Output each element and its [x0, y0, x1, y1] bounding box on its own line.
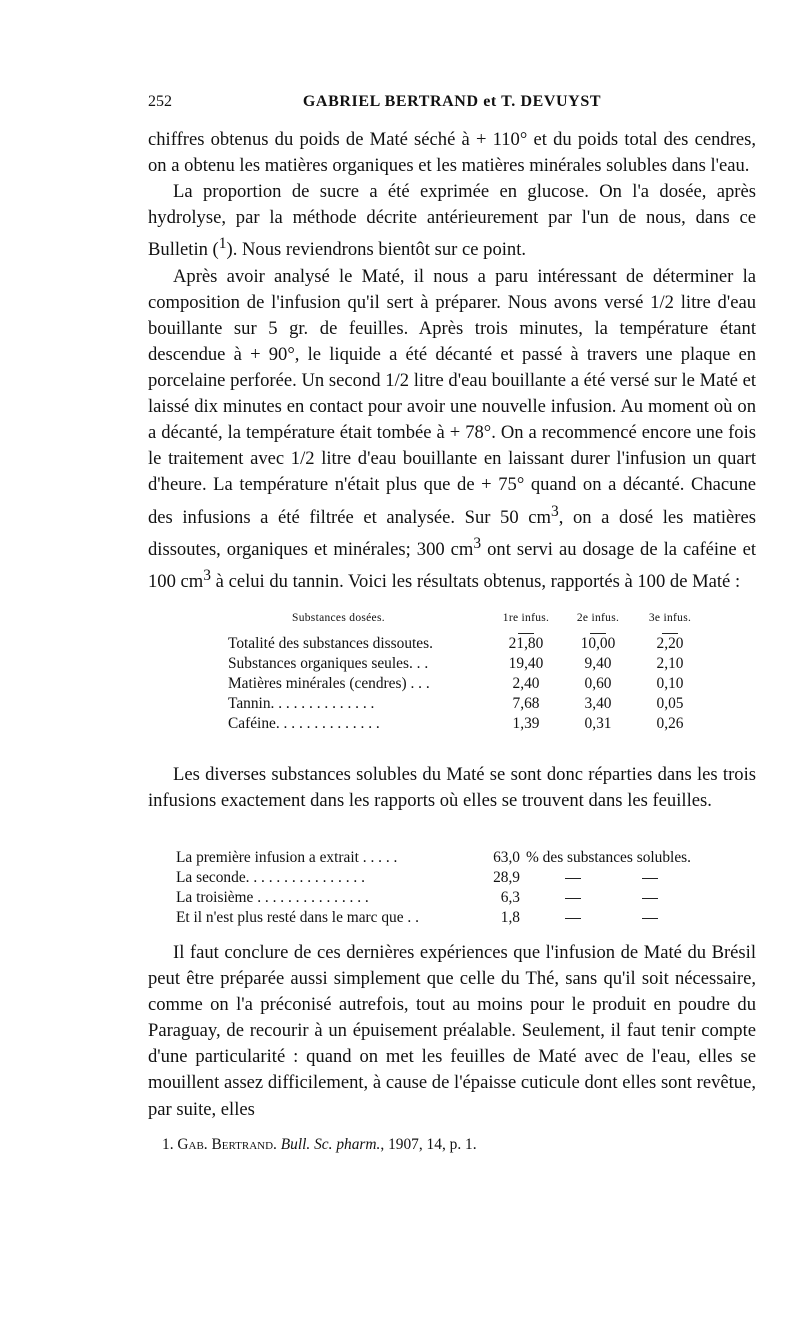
ratio-value: 28,9: [493, 869, 520, 886]
results-table-header: [228, 612, 706, 634]
paragraph-3-text-a: Après avoir analysé le Maté, il nous a paru intéressant de déterminer la composition de l'infusion qu'il sert à préparer. Nous avons versé 1/2 litre d'eau bouillante sur 5 gr. de feuilles. Après trois minutes, la température étant descendue à + 90°, le liquide a été décanté et passé à travers une plaque en porcelaine perforée. Un second 1/2 litre d'eau bouillante a été versé sur le Maté et laissé dix minutes en contact pour avoir une nouvelle infusion. Au moment où on a décanté, la température était tombée à + 78°. On a recommencé encore une fois le traitement avec 1/2 litre d'eau bouillante en laissant durer l'infusion un quart d'heure. La température n'était plus que de + 75° quand on a décanté. Chacune des infusions a été filtrée et analysée. Sur 50 cm: [148, 265, 756, 528]
value-inf2: 10,00: [580, 635, 616, 652]
body-text-lower: [148, 940, 756, 1123]
table-row: [228, 674, 706, 694]
value-inf3: 2,10: [656, 655, 684, 672]
body-text-middle: [148, 762, 756, 814]
body-text-upper: [148, 127, 756, 595]
value-inf1: 1,39: [512, 715, 540, 732]
footnote-journal: Bull. Sc. pharm.: [280, 1136, 381, 1153]
running-head: GABRIEL BERTRAND et T. DEVUYST: [302, 93, 602, 110]
footnote-details: , 1907, 14, p. 1.: [380, 1136, 477, 1153]
footnote-number: 1.: [162, 1136, 174, 1153]
superscript-1: 3: [550, 502, 559, 520]
results-table: [228, 612, 706, 734]
value-inf1: 7,68: [512, 695, 540, 712]
value-inf1: 19,40: [508, 655, 544, 672]
table-row: [228, 654, 706, 674]
header-infusion-1: 1re infus.: [490, 612, 562, 634]
ratio-value: 1,8: [500, 909, 520, 926]
value-inf1: 2,40: [512, 675, 540, 692]
ditto-marks: [526, 868, 728, 888]
page-header: [148, 93, 756, 119]
header-infusion-2: 2e infus.: [562, 612, 634, 634]
header-substances: Substances dosées.: [292, 612, 385, 624]
row-label: Tannin. . . . . . . . . . . . . .: [228, 695, 375, 712]
page-number: 252: [148, 93, 172, 110]
ditto-marks: [526, 908, 728, 928]
value-inf2: 3,40: [584, 695, 612, 712]
value-inf2: 0,60: [584, 675, 612, 692]
ditto-dash: [565, 878, 581, 879]
paragraph-4: Les diverses substances solubles du Maté se sont donc réparties dans les trois infusions exactement dans les rapports où elles se trouvent dans les feuilles.: [148, 764, 756, 812]
paragraph-2-text-b: ). Nous reviendrons bientôt sur ce point.: [226, 239, 527, 261]
header-infusion-3: 3e infus.: [634, 612, 706, 634]
value-inf3: 0,05: [656, 695, 684, 712]
value-inf3: 2,20: [656, 635, 684, 652]
superscript-3: 3: [203, 567, 212, 585]
table-row: [176, 908, 728, 928]
row-label: Matières minérales (cendres) . . .: [228, 675, 430, 692]
paragraph-3-text-b: , on a dosé les matières dissoutes, organiques et minérales; 300 cm: [148, 506, 756, 560]
ditto-marks: [526, 888, 728, 908]
paragraph-2: [148, 179, 756, 263]
ratio-label: La seconde. . . . . . . . . . . . . . . .: [176, 869, 365, 886]
ratio-unit: % des substances solubles.: [526, 849, 691, 866]
ratio-table: [176, 848, 728, 928]
table-row: [176, 868, 728, 888]
paragraph-3-text-c: ont servi au dosage de la caféine et 100 cm: [148, 538, 757, 593]
value-inf1: 21,80: [508, 635, 544, 652]
ratio-label: La première infusion a extrait . . . . .: [176, 849, 398, 866]
value-inf3: 0,26: [656, 715, 684, 732]
table-row: [228, 634, 706, 654]
value-inf2: 9,40: [584, 655, 612, 672]
ditto-dash: [642, 918, 658, 919]
table-row: [176, 848, 728, 868]
ditto-dash: [565, 918, 581, 919]
ratio-value: 6,3: [500, 889, 520, 906]
table-row: [228, 714, 706, 734]
ratio-value: 63,0: [493, 849, 520, 866]
paragraph-3-text-d: à celui du tannin. Voici les résultats obtenus, rapportés à 100 de Maté :: [211, 571, 741, 593]
table-row: [176, 888, 728, 908]
ditto-dash: [642, 898, 658, 899]
paragraph-3: [148, 264, 756, 596]
value-inf3: 0,10: [656, 675, 684, 692]
ratio-label: Et il n'est plus resté dans le marc que . .: [176, 909, 419, 926]
value-inf2: 0,31: [584, 715, 612, 732]
row-label: Caféine. . . . . . . . . . . . . .: [228, 715, 380, 732]
superscript-2: 3: [473, 534, 482, 552]
paragraph-1: chiffres obtenus du poids de Maté séché à + 110° et du poids total des cendres, on a obtenu les matières organiques et les matières minérales solubles dans l'eau.: [148, 129, 756, 177]
paragraph-5: Il faut conclure de ces dernières expériences que l'infusion de Maté du Brésil peut être préparée aussi simplement que celle du Thé, sans qu'il soit nécessaire, comme on l'a préconisé autrefois, tout au moins pour le produit en poudre du Paraguay, de recourir à un épuisement préalable. Seulement, il faut tenir compte d'une particularité : quand on met les feuilles de Maté avec de l'eau, elles se mouillent assez difficilement, à cause de l'épaisse cuticule dont elles sont revêtue, par suite, elles: [148, 942, 756, 1120]
footnote-ref: 1: [218, 235, 227, 253]
paragraph-2-text-a: La proportion de sucre a été exprimée en glucose. On l'a dosée, après hydrolyse, par la méthode décrite antérieurement par l'un de nous, dans ce Bulletin (: [148, 181, 756, 261]
row-label: Totalité des substances dissoutes.: [228, 635, 433, 652]
row-label: Substances organiques seules. . .: [228, 655, 429, 672]
ditto-dash: [565, 898, 581, 899]
table-row: [228, 694, 706, 714]
ditto-dash: [642, 878, 658, 879]
ratio-label: La troisième . . . . . . . . . . . . . . .: [176, 889, 369, 906]
footnote: [162, 1136, 477, 1154]
footnote-author: Gab. Bertrand.: [177, 1136, 277, 1153]
